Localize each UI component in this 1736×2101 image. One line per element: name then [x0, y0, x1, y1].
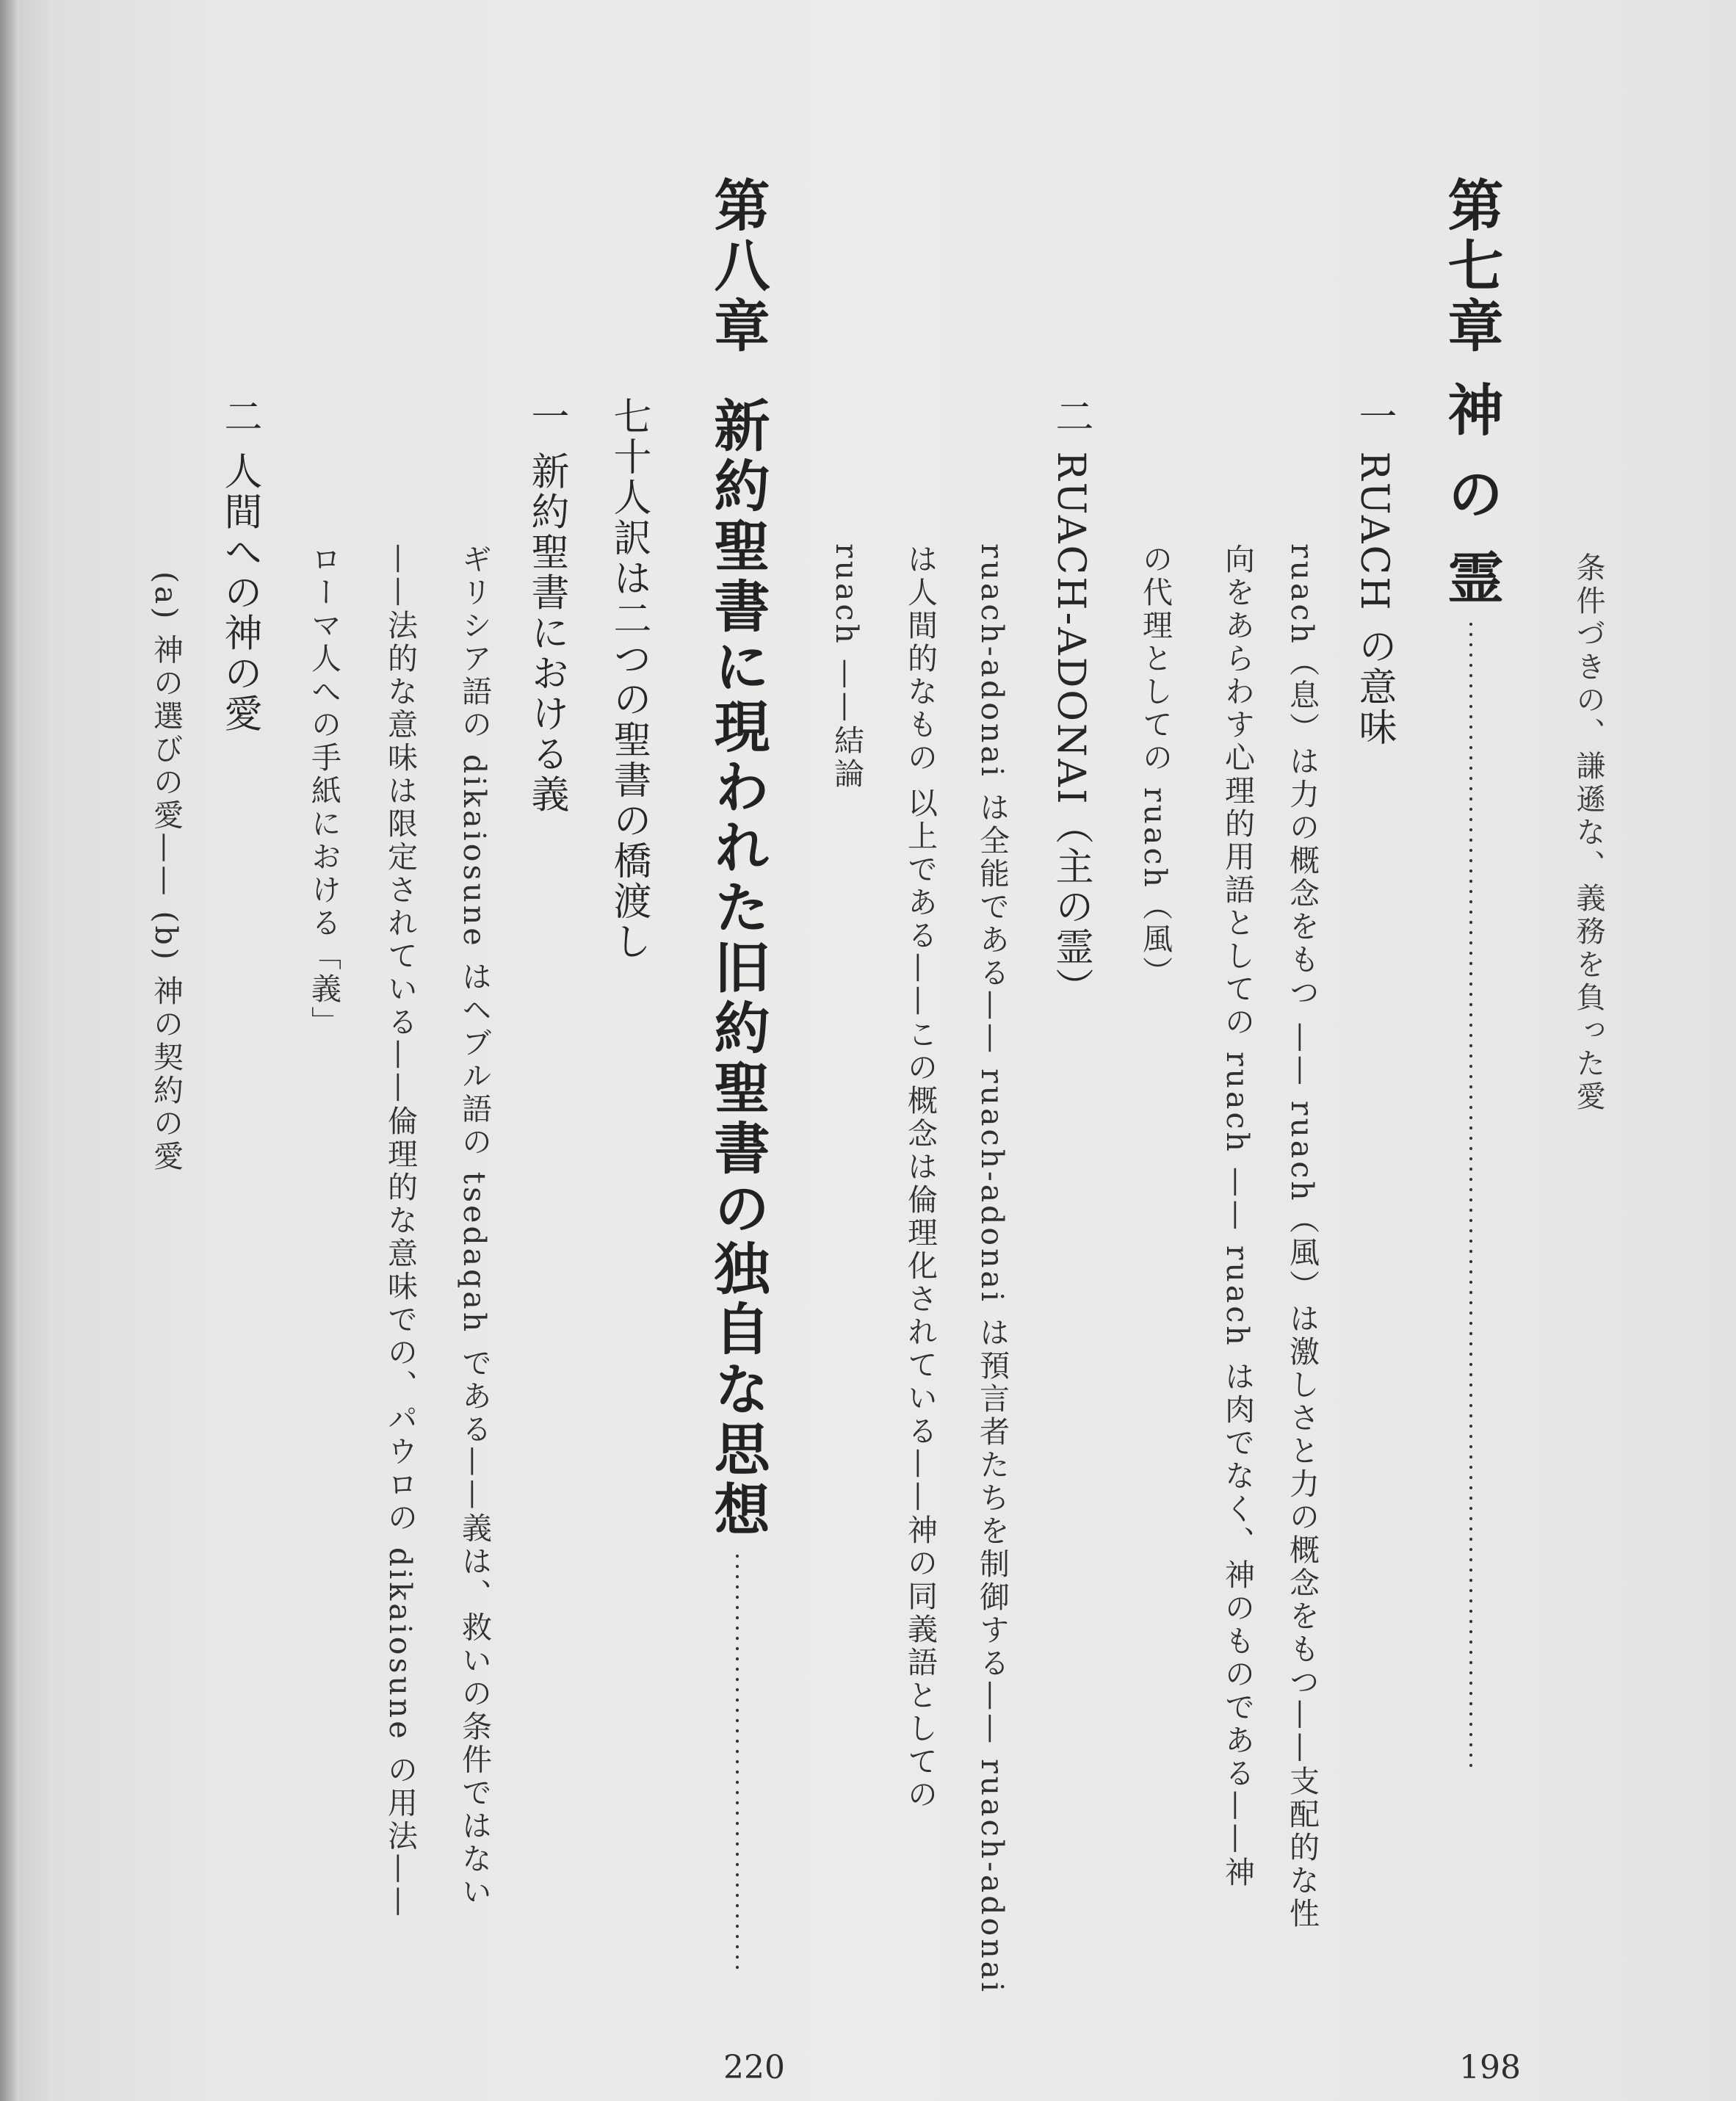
chapter8-leader-dots: [736, 1551, 739, 1970]
chapter8-section2-heading[interactable]: 二 人間への神の愛: [217, 397, 261, 734]
chapter7-section2-line3: ruach ——結論: [829, 543, 864, 791]
chapter7-title: 第七章 神 の 霊: [1439, 176, 1504, 610]
chapter7-section1-line1: ruach（息）は力の概念をもつ —— ruach（風）は激しさと力の概念をもつ——支配的な性: [1284, 543, 1320, 1931]
chapter8-section1-line1: ギリシア語の dikaiosune はヘブル語の tsedaqah である——義は、救いの条件ではない: [457, 543, 492, 1909]
chapter8-section1-line2: ——法的な意味は限定されている——倫理的な意味での、パウロの dikaiosune の用法——: [383, 543, 418, 1920]
book-gutter-shadow: [0, 0, 19, 2101]
chapter7-section1-heading[interactable]: 一 RUACH の意味: [1352, 397, 1396, 748]
chapter8-intro[interactable]: 七十人訳は二つの聖書の橋渡し: [607, 397, 651, 962]
chapter8-title-row[interactable]: [705, 397, 770, 1980]
chapter8-page-number: 220: [723, 2049, 785, 2086]
chapter8-title: 新約聖書に現われた旧約聖書の独自な思想: [705, 397, 770, 1541]
chapter7-title-row[interactable]: [1439, 176, 1504, 1782]
chapter7-section1-line3: の代理としての ruach（風）: [1138, 543, 1173, 989]
chapter7-section2-line1: ruach-adonai は全能である—— ruach-adonai は預言者たちを制御する—— ruach-adonai: [974, 543, 1010, 1995]
chapter8-label: 第八章: [705, 176, 770, 357]
chapter7-leader-dots: [1469, 619, 1472, 1772]
chapter7-page-number: 198: [1459, 2049, 1521, 2086]
chapter7-section2-heading[interactable]: 二 RUACH-ADONAI（主の霊）: [1049, 397, 1093, 1008]
running-head: 条件づきの、謙遜な、義務を負った愛: [1572, 552, 1605, 1114]
chapter8-section2-line1: (a) 神の選びの愛—— (b) 神の契約の愛: [148, 571, 184, 1174]
chapter8-section1-line3: ローマ人への手紙における「義」: [306, 543, 341, 1039]
chapter7-section1-line2: 向をあらわす心理的用語としての ruach —— ruach は肉でなく、神のものである——神: [1220, 543, 1255, 1890]
chapter7-section2-line2: は人間的なもの 以上である——この概念は倫理化されている——神の同義語としての: [903, 543, 938, 1812]
chapter8-section1-heading[interactable]: 一 新約聖書における義: [524, 397, 568, 815]
